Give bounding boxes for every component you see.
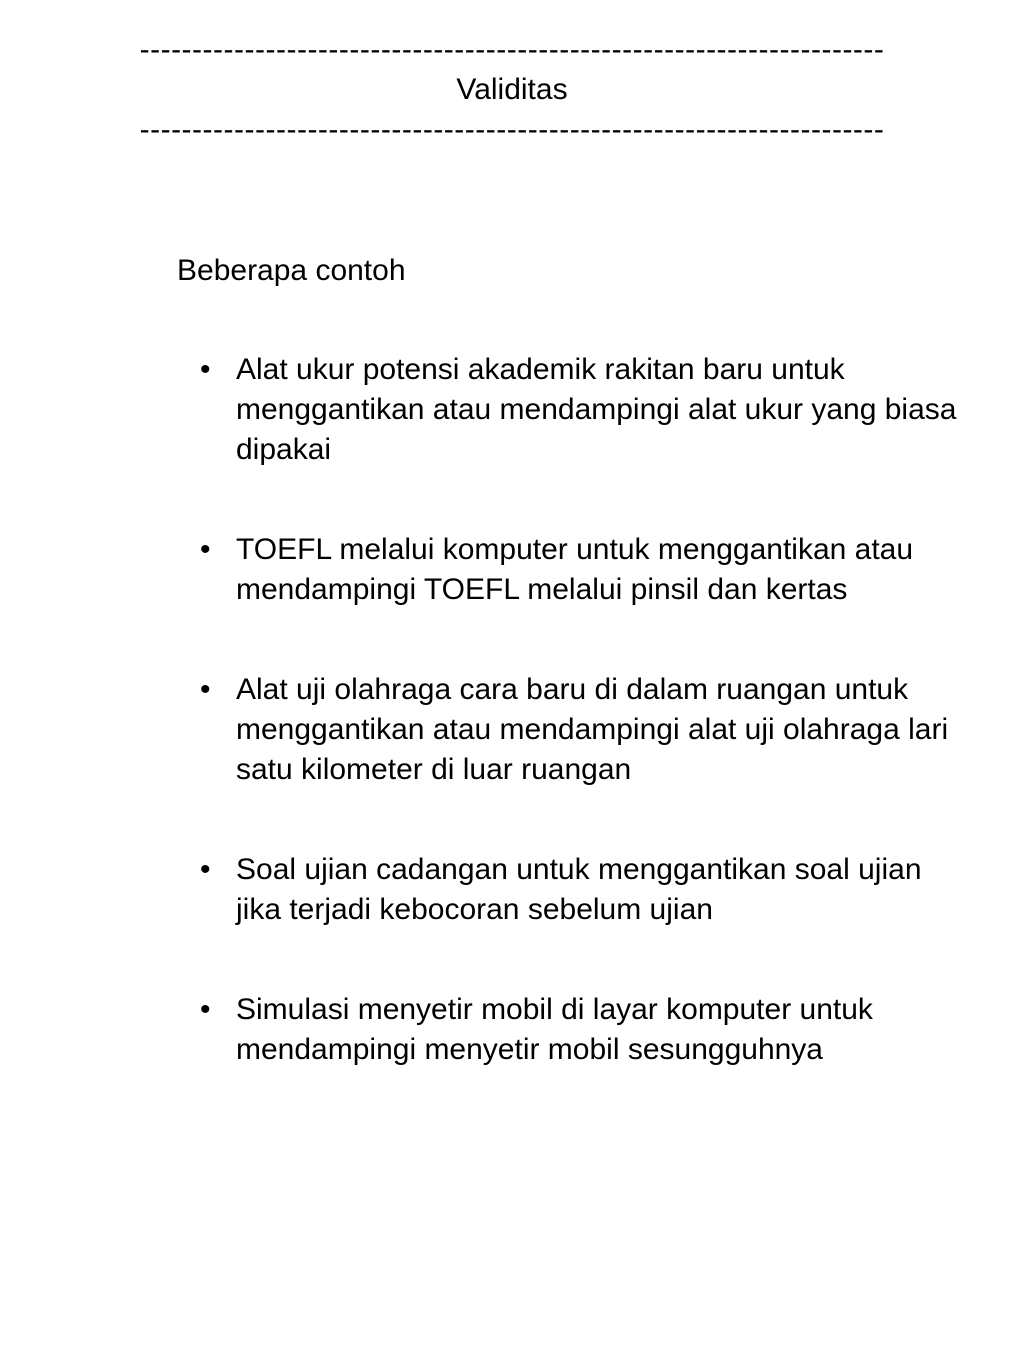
divider-top: ----------------------------------------------------------------------- [139,33,885,66]
slide-header [0,30,1024,150]
list-item [200,990,960,1070]
divider-bottom: ----------------------------------------------------------------------- [139,113,885,146]
bullet-list [200,350,960,1130]
bullet-icon: • [200,353,211,386]
list-item-text: Alat uji olahraga cara baru di dalam ruangan untuk menggantikan atau mendampingi alat uji olahraga lari satu kilometer di luar ruangan [236,673,949,786]
list-item-text: Soal ujian cadangan untuk menggantikan soal ujian jika terjadi kebocoran sebelum ujian [236,853,922,926]
list-item-text: Alat ukur potensi akademik rakitan baru untuk menggantikan atau mendampingi alat ukur yang biasa dipakai [236,353,957,466]
list-item [200,670,960,790]
slide-title: Validitas [456,73,568,106]
list-item-text: Simulasi menyetir mobil di layar komputer untuk mendampingi menyetir mobil sesungguhnya [236,993,873,1066]
bullet-icon: • [200,533,211,566]
intro-text: Beberapa contoh [177,254,406,287]
list-item [200,350,960,470]
bullet-icon: • [200,853,211,886]
bullet-icon: • [200,673,211,706]
list-item-text: TOEFL melalui komputer untuk menggantikan atau mendampingi TOEFL melalui pinsil dan kertas [236,533,914,606]
bullet-icon: • [200,993,211,1026]
list-item [200,850,960,930]
list-item [200,530,960,610]
